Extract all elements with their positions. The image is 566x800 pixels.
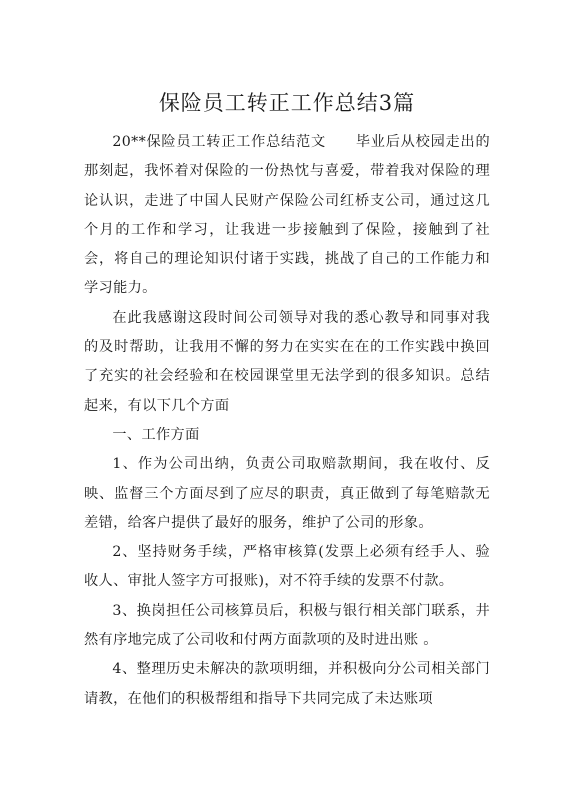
section-heading-work: 一、工作方面 — [112, 426, 200, 443]
list-item-2: 2、坚持财务手续，严格审核算(发票上必须有经手人、验收人、审批人签字方可报账)，对不符手续的发票不付款。 — [84, 544, 490, 590]
list-item-4: 4、整理历史未解决的款项明细，并积极向分公司相关部门请教，在他们的积极帮组和指导下共同完成了未达账项 — [84, 661, 490, 707]
paragraph-intro: 20**保险员工转正工作总结范文 毕业后从校园走出的那刻起，我怀着对保险的一份热忱与喜爱，带着我对保险的理论认识，走进了中国人民财产保险公司红桥支公司，通过这几个月的工作和学习，让我进一步接触到了保险，接触到了社会，将自己的理论知识付诸于实践，挑战了自己的工作能力和学习能力。 — [84, 134, 490, 297]
document-title: 保险员工转正工作总结3篇 — [158, 91, 416, 115]
list-item-1: 1、作为公司出纳，负责公司取赔款期间，我在收付、反映、监督三个方面尽到了应尽的职责，真正做到了每笔赔款无差错，给客户提供了最好的服务，维护了公司的形象。 — [84, 456, 490, 531]
paragraph-thanks: 在此我感谢这段时间公司领导对我的悉心教导和同事对我的及时帮助，让我用不懈的努力在实实在在的工作实践中换回了充实的社会经验和在校园课堂里无法学到的很多知识。总结起来，有以下几个方面 — [84, 309, 490, 414]
list-item-3: 3、换岗担任公司核算员后，积极与银行相关部门联系，井然有序地完成了公司收和付两方面款项的及时进出账 。 — [84, 602, 490, 649]
